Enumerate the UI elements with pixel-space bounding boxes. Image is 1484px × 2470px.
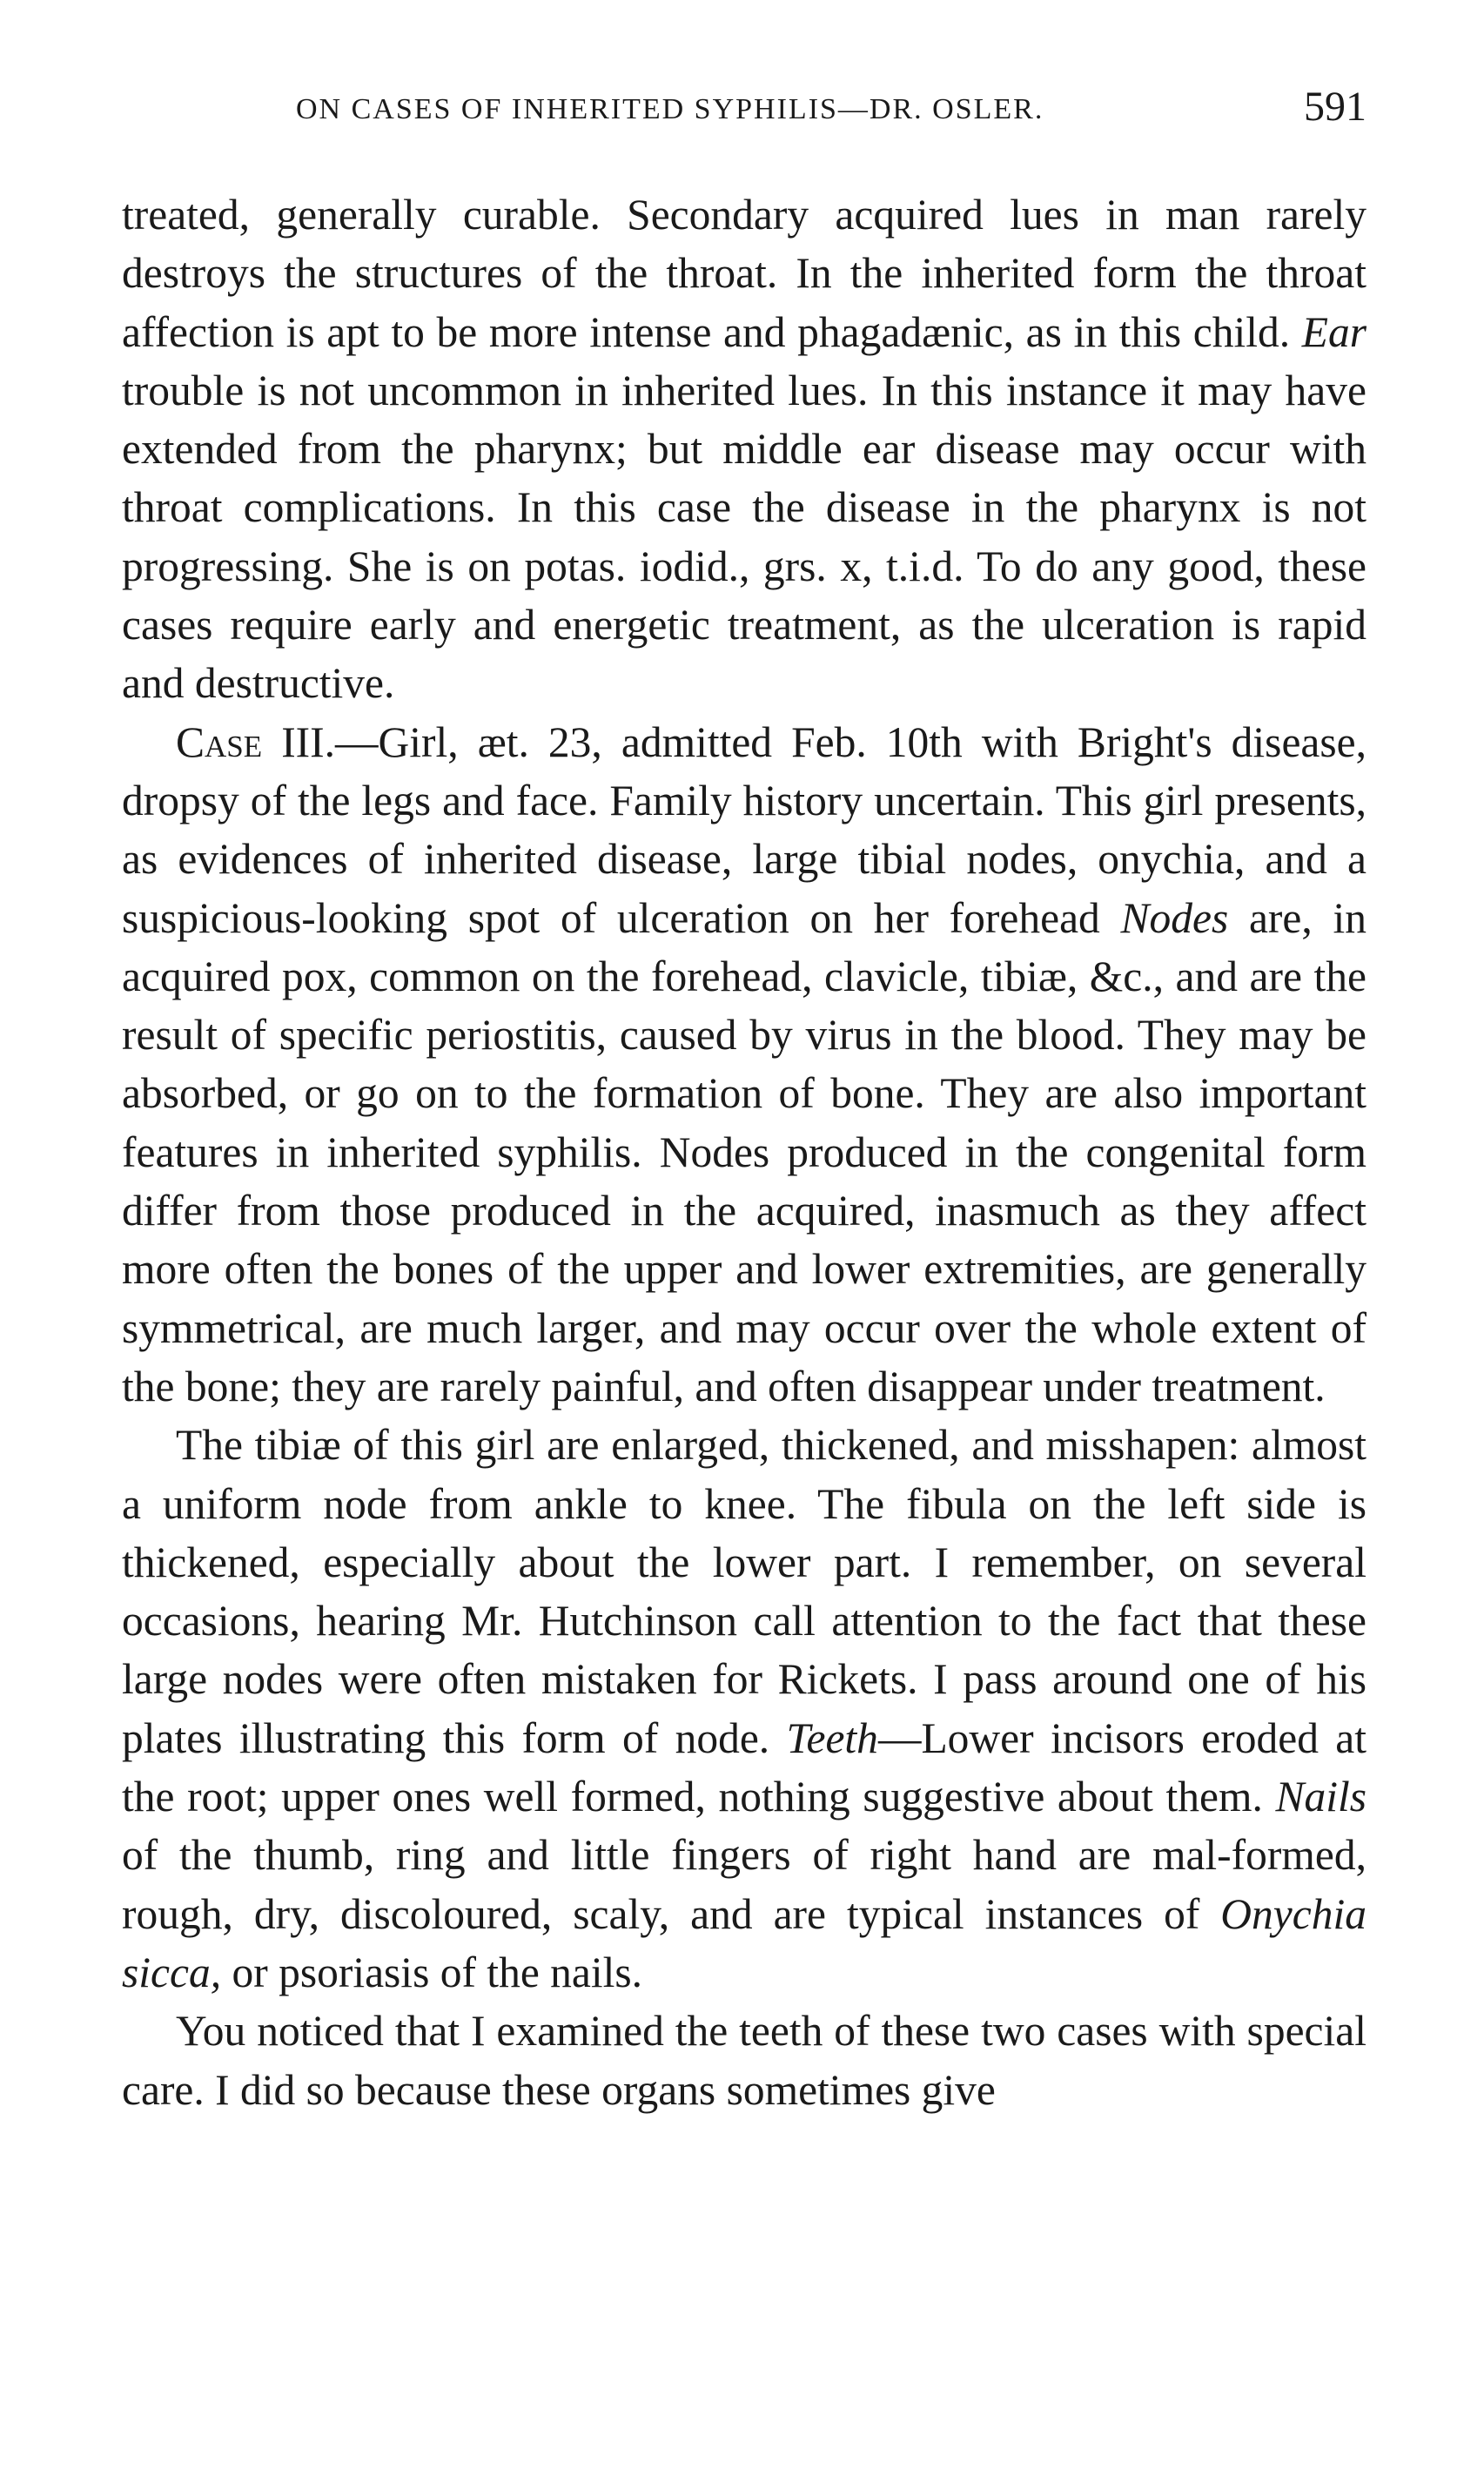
text-segment: III.—Girl, æt. 23, admitted Feb. 10th with Bright's disease, dropsy of the legs and face. Family history uncertain. This girl presents, as evidences of inherited disease, large tibial nodes, onychia, and a suspicious-looking spot of ulceration on her forehead (122, 717, 1366, 942)
text-segment: are, in acquired pox, common on the forehead, clavicle, tibiæ, &c., and are the result of specific periostitis, caused by virus in the blood. They may be absorbed, or go on to the formation of bone. They are also important features in inherited syphilis. Nodes produced in the congenital form differ from those produced in the acquired, inasmuch as they affect more often the bones of the upper and lower extremities, are generally symmetrical, are much larger, and may occur over the whole extent of the bone; they are rarely painful, and often disappear under treatment. (122, 893, 1366, 1410)
text-segment: or psoriasis of the nails. (221, 1948, 643, 1996)
text-segment: You noticed that I examined the teeth of these two cases with special care. I did so because these organs sometimes give (122, 2007, 1366, 2114)
text-segment: of the thumb, ring and little fingers of right hand are mal-formed, rough, dry, discoloured, scaly, and are typical instances of (122, 1831, 1366, 1938)
body-text (122, 185, 1366, 2119)
page-number: 591 (1304, 84, 1366, 130)
paragraph-2 (122, 713, 1366, 1417)
italic-term-nails: Nails (1275, 1773, 1366, 1821)
text-segment: trouble is not uncommon in inherited lues. In this instance it may have extended from the pharynx; but middle ear disease may occur with throat complications. In this case the disease in the pharynx is not progressing. She is on potas. iodid., grs. x, t.i.d. To do any good, these cases require early and energetic treatment, as the ulceration is rapid and destructive. (122, 366, 1366, 708)
running-head (122, 83, 1366, 152)
case-label: Case (176, 717, 263, 766)
italic-term-ear: Ear (1301, 307, 1366, 356)
paragraph-4 (122, 2002, 1366, 2119)
italic-term-teeth: Teeth (786, 1713, 878, 1762)
text-segment: treated, generally curable. Secondary acquired lues in man rarely destroys the structures of the throat. In the inherited form the throat affection is apt to be more intense and phagadænic, as in this child. (122, 191, 1366, 356)
text-segment: —Lower incisors eroded at the root; upper ones well formed, nothing suggestive about them. (122, 1713, 1366, 1821)
running-title: ON CASES OF INHERITED SYPHILIS—DR. OSLER. (296, 93, 1044, 125)
text-segment: The tibiæ of this girl are enlarged, thickened, and misshapen: almost a uniform node from ankle to knee. The fibula on the left side is thickened, especially about the lower part. I remember, on several occasions, hearing Mr. Hutchinson call attention to the fact that these large nodes were often mistaken for Rickets. I pass around one of his plates illustrating this form of node. (122, 1421, 1366, 1762)
paragraph-3 (122, 1416, 1366, 2002)
book-page (122, 83, 1366, 2119)
italic-term-onychia-sicca: Onychia sicca, (122, 1889, 1366, 1996)
italic-term-nodes: Nodes (1120, 893, 1229, 942)
paragraph-1 (122, 185, 1366, 713)
